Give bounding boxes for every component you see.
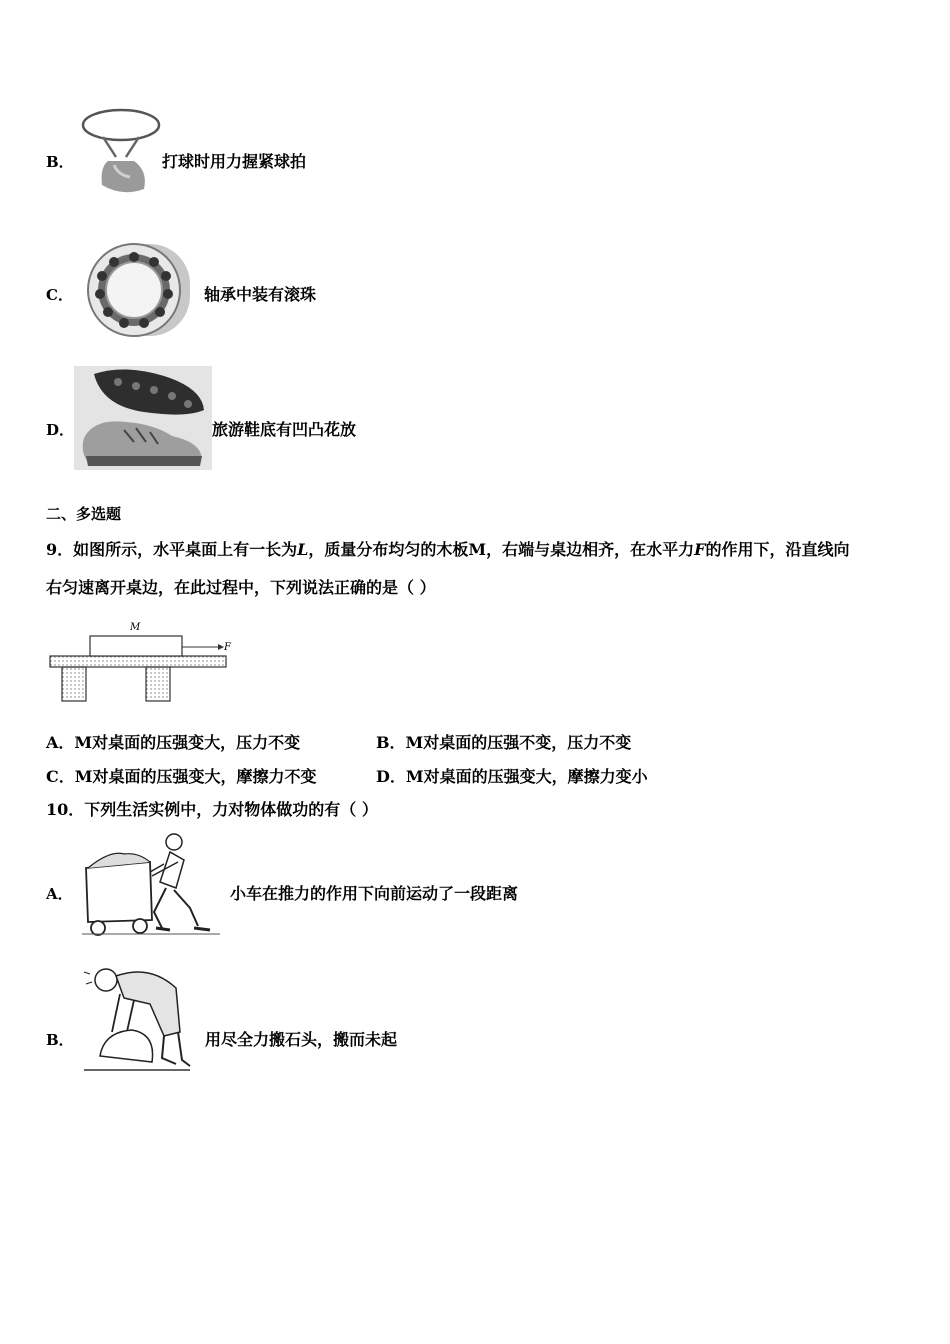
q9-var-f: F bbox=[694, 540, 706, 559]
q9-option-c-label: C． bbox=[46, 767, 75, 786]
q8-option-d-label: D． bbox=[46, 421, 75, 439]
section-title: 二、多选题 bbox=[46, 505, 122, 523]
q10-option-a-text: 小车在推力的作用下向前运动了一段距离 bbox=[230, 884, 519, 903]
q9-option-c-text: M对桌面的压强变大，摩擦力不变 bbox=[74, 767, 317, 786]
q9-stem-post: 的作用下，沿直线向 bbox=[705, 540, 850, 559]
push-cart-icon bbox=[80, 832, 222, 938]
q8-option-c-text: 轴承中装有滚珠 bbox=[204, 285, 317, 304]
q9-option-d-text: M对桌面的压强变大，摩擦力变小 bbox=[405, 767, 648, 786]
q9-stem-line2: 右匀速离开桌边，在此过程中，下列说法正确的是（ ） bbox=[46, 578, 436, 597]
ball-bearing-icon bbox=[78, 238, 202, 342]
q9-figure-force-label: F bbox=[224, 642, 231, 653]
q9-option-b bbox=[376, 733, 631, 753]
q9-option-d-label: D． bbox=[376, 767, 406, 786]
q10-option-b-label: B． bbox=[46, 1031, 74, 1049]
q10-stem: 10．下列生活实例中，力对物体做功的有（ ） bbox=[46, 800, 378, 819]
q9-option-a-text: M对桌面的压强变大，压力不变 bbox=[74, 733, 301, 752]
q8-option-b-label: B． bbox=[46, 153, 74, 171]
q9-figure-board-label: M bbox=[130, 622, 141, 633]
q9-option-a-label: A． bbox=[46, 733, 75, 752]
q9-option-d bbox=[376, 767, 648, 787]
q9-option-a bbox=[46, 733, 300, 753]
q8-option-b-text: 打球时用力握紧球拍 bbox=[162, 152, 307, 171]
tennis-racket-icon bbox=[78, 105, 163, 197]
q9-stem-line1 bbox=[46, 540, 849, 560]
lift-stone-icon bbox=[80, 962, 192, 1080]
q9-var-l: L bbox=[297, 540, 309, 559]
q8-option-c-label: C． bbox=[46, 286, 73, 304]
q9-stem-mid: ，质量分布均匀的木板M，右端与桌边相齐，在水平力 bbox=[308, 540, 695, 559]
q10-option-a-label: A． bbox=[46, 885, 73, 903]
q9-option-b-text: M对桌面的压强不变，压力不变 bbox=[405, 733, 632, 752]
q9-option-c bbox=[46, 767, 316, 787]
q8-option-d-text: 旅游鞋底有凹凸花放 bbox=[212, 420, 357, 439]
q9-table-board-figure bbox=[46, 620, 246, 704]
sneaker-icon bbox=[74, 366, 212, 470]
q9-stem-pre: 9．如图所示，水平桌面上有一长为 bbox=[46, 540, 298, 559]
q10-option-b-text: 用尽全力搬石头，搬而未起 bbox=[205, 1030, 398, 1049]
q9-option-b-label: B． bbox=[376, 733, 406, 752]
